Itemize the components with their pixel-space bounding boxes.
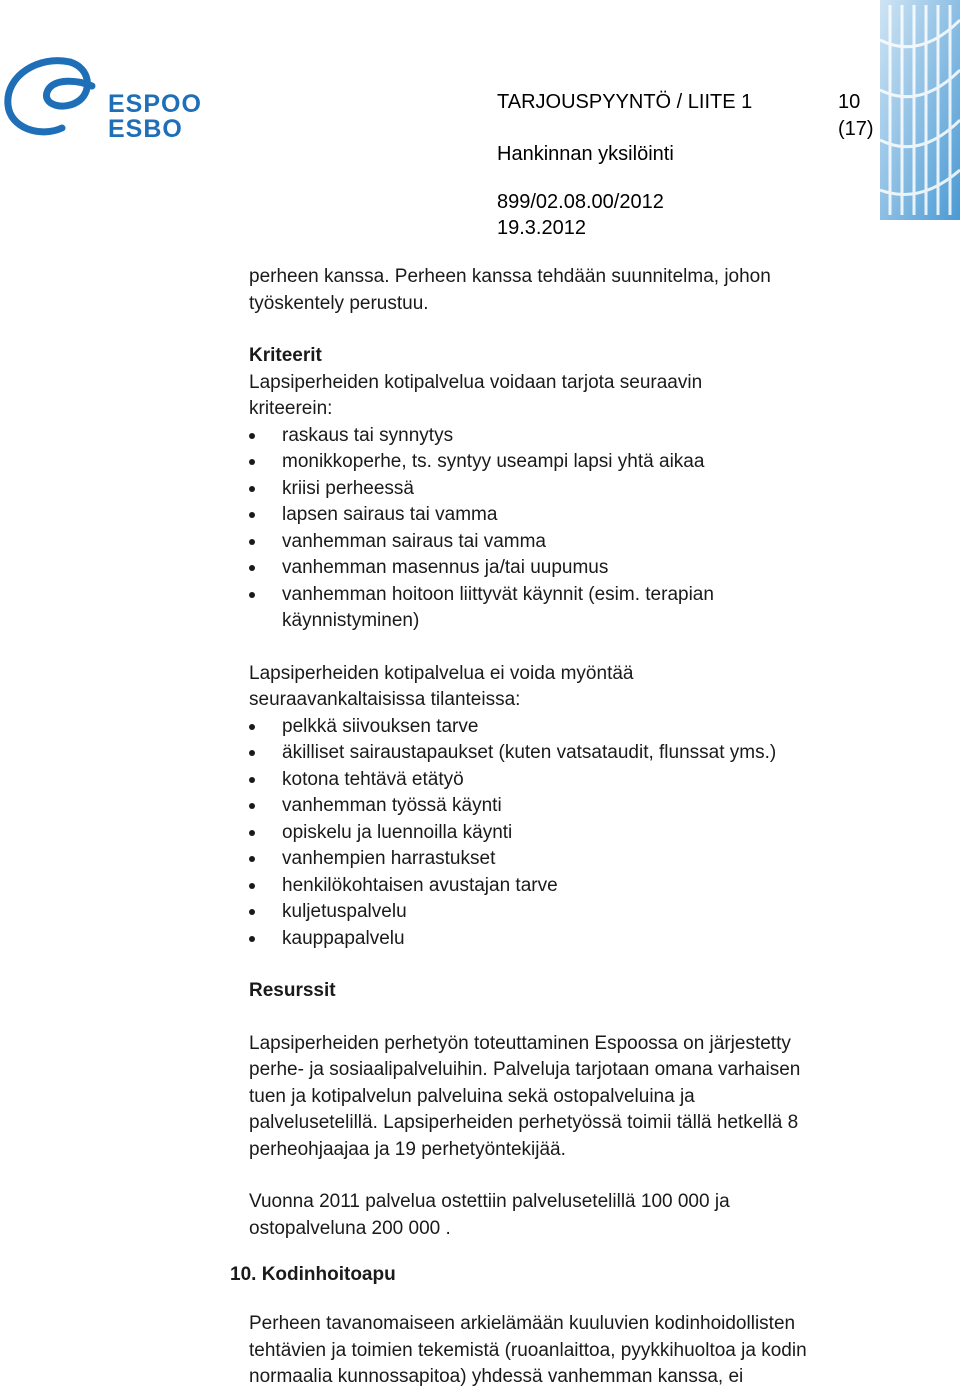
list-item: lapsen sairaus tai vamma xyxy=(249,502,809,529)
exclusion-lead-2: seuraavankaltaisissa tilanteissa: xyxy=(249,689,521,710)
page-total: (17) xyxy=(838,118,874,140)
resources-heading: Resurssit xyxy=(249,980,336,1001)
page-number: 10 xyxy=(838,91,861,113)
resources-line-2: perhe- ja sosiaalipalveluihin. Palveluja tarjotaan omana varhaisen xyxy=(249,1059,801,1080)
list-item: vanhemman hoitoon liittyvät käynnit (esim. terapian käynnistyminen) xyxy=(249,582,809,635)
list-item: vanhemman sairaus tai vamma xyxy=(249,529,809,556)
reference-number: 899/02.08.00/2012 xyxy=(497,191,664,213)
intro-line-2: työskentely perustuu. xyxy=(249,292,429,314)
list-item: kriisi perheessä xyxy=(249,476,809,503)
list-item: vanhemman masennus ja/tai uupumus xyxy=(249,555,809,582)
list-item: kuljetuspalvelu xyxy=(249,899,909,926)
purchase-line-2: ostopalveluna 200 000 . xyxy=(249,1217,451,1239)
list-item: vanhemman työssä käynti xyxy=(249,793,909,820)
resources-line-4: palvelusetelillä. Lapsiperheiden perhetyössä toimii tällä hetkellä 8 xyxy=(249,1112,799,1133)
list-item: kauppapalvelu xyxy=(249,926,909,953)
resources-line-5: perheohjaajaa ja 19 perhetyöntekijää. xyxy=(249,1138,566,1160)
list-item: äkilliset sairaustapaukset (kuten vatsataudit, flunssat yms.) xyxy=(249,740,909,767)
purchase-line-1: Vuonna 2011 palvelua ostettiin palvelusetelillä 100 000 ja xyxy=(249,1191,730,1212)
document-date: 19.3.2012 xyxy=(497,217,586,239)
resources-line-3: tuen ja kotipalvelun palveluina sekä ostopalveluina ja xyxy=(249,1085,695,1107)
section-heading: 10. Kodinhoitoapu xyxy=(230,1264,396,1285)
document-subtitle: Hankinnan yksilöinti xyxy=(497,143,674,165)
criteria-lead-2: kriteerein: xyxy=(249,398,333,419)
section-line-2: tehtävien ja toimien tekemistä (ruoanlaittoa, pyykkihuoltoa ja kodin xyxy=(249,1339,807,1361)
logo-line2: ESBO xyxy=(108,115,183,143)
list-item: pelkkä siivouksen tarve xyxy=(249,714,909,741)
decorative-stripes xyxy=(880,0,960,220)
document-body xyxy=(249,264,909,1242)
document-title: TARJOUSPYYNTÖ / LIITE 1 xyxy=(497,91,753,113)
stripes-graphic xyxy=(880,0,960,220)
list-item: henkilökohtaisen avustajan tarve xyxy=(249,873,909,900)
list-item: opiskelu ja luennoilla käynti xyxy=(249,820,909,847)
criteria-lead-1: Lapsiperheiden kotipalvelua voidaan tarjota seuraavin xyxy=(249,371,703,393)
section-line-1: Perheen tavanomaiseen arkielämään kuuluvien kodinhoidollisten xyxy=(249,1313,796,1334)
espoo-swirl-icon xyxy=(0,50,120,150)
espoo-logo xyxy=(0,50,200,150)
list-item: kotona tehtävä etätyö xyxy=(249,767,909,794)
list-item: monikkoperhe, ts. syntyy useampi lapsi yhtä aikaa xyxy=(249,449,809,476)
resources-line-1: Lapsiperheiden perhetyön toteuttaminen Espoossa on järjestetty xyxy=(249,1032,791,1054)
intro-line-1: perheen kanssa. Perheen kanssa tehdään suunnitelma, johon xyxy=(249,266,771,287)
exclusion-list xyxy=(249,714,909,953)
list-item: raskaus tai synnytys xyxy=(249,423,809,450)
exclusion-lead-1: Lapsiperheiden kotipalvelua ei voida myöntää xyxy=(249,662,634,684)
criteria-heading: Kriteerit xyxy=(249,345,322,366)
section-line-3: normaalia kunnossapitoa) yhdessä vanhemman kanssa, ei xyxy=(249,1366,744,1387)
list-item: vanhempien harrastukset xyxy=(249,846,909,873)
criteria-list xyxy=(249,423,809,635)
logo-line1: ESPOO xyxy=(108,90,202,118)
section-body xyxy=(249,1311,909,1391)
